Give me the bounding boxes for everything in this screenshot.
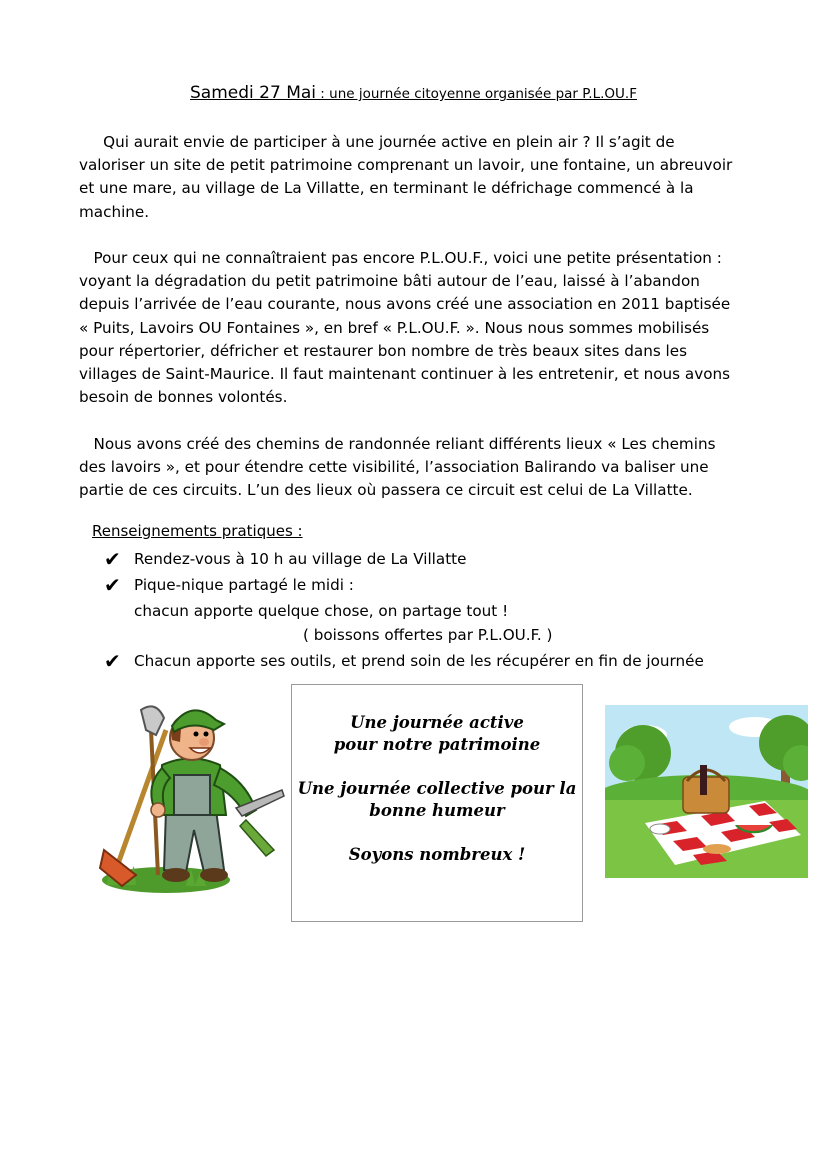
title-date: Samedi 27 Mai	[190, 83, 317, 103]
paragraph-line: « Puits, Lavoirs OU Fontaines », en bref « P.L.OU.F. ». Nous nous sommes mobilisés	[79, 318, 710, 337]
paragraph-line: et une mare, au village de La Villatte, en terminant le défrichage commencé à la	[79, 179, 694, 198]
paragraph-line: partie de ces circuits. L’un des lieux où passera ce circuit est celui de La Villatte.	[79, 481, 693, 500]
checkmark-icon: ✔	[104, 649, 121, 673]
paragraph-line: valoriser un site de petit patrimoine comprenant un lavoir, une fontaine, un abreuvoir	[79, 156, 733, 175]
paragraph-line: depuis l’arrivée de l’eau courante, nous avons créé une association en 2011 baptisée	[79, 295, 731, 314]
paragraph-line: villages de Saint-Maurice. Il faut maintenant continuer à les entretenir, et nous avons	[79, 365, 731, 384]
list-item-text: Pique-nique partagé le midi :	[134, 576, 354, 594]
picnic-illustration	[605, 705, 808, 878]
paragraph-line: pour répertorier, défricher et restaurer bon nombre de très beaux sites dans les	[79, 341, 688, 360]
checkmark-icon: ✔	[104, 573, 121, 597]
list-item-text: chacun apporte quelque chose, on partage tout !	[134, 602, 509, 620]
message-box	[291, 684, 583, 922]
paragraph-line: besoin de bonnes volontés.	[79, 388, 288, 407]
list-item-text: ( boissons offertes par P.L.OU.F. )	[303, 626, 553, 644]
paragraph-intro	[79, 131, 749, 224]
message-line: Une journée active	[350, 713, 524, 732]
paragraph-line: Qui aurait envie de participer à une journée active en plein air ? Il s’agit de	[79, 133, 675, 151]
paragraph-line: Nous avons créé des chemins de randonnée reliant différents lieux « Les chemins	[79, 435, 716, 453]
page-title	[0, 83, 827, 103]
paragraph-line: voyant la dégradation du petit patrimoine bâti autour de l’eau, laissé à l’abandon	[79, 272, 700, 291]
info-heading: Renseignements pratiques :	[92, 522, 303, 540]
paragraph-line: machine.	[79, 202, 150, 221]
paragraph-line: des lavoirs », et pour étendre cette visibilité, l’association Balirando va baliser une	[79, 458, 709, 477]
message-line: Soyons nombreux !	[348, 845, 526, 864]
paragraph-line: Pour ceux qui ne connaîtraient pas encore P.L.OU.F., voici une petite présentation :	[79, 249, 722, 267]
list-item-text: Rendez-vous à 10 h au village de La Villatte	[134, 550, 467, 568]
message-line: bonne humeur	[369, 801, 505, 820]
title-subtitle: : une journée citoyenne organisée par P.L.OU.F	[316, 86, 637, 102]
gardener-illustration	[96, 690, 288, 895]
message-line: Une journée collective pour la	[297, 779, 577, 798]
paragraph-presentation	[79, 247, 749, 409]
list-item-text: Chacun apporte ses outils, et prend soin de les récupérer en fin de journée	[134, 652, 704, 670]
checkmark-icon: ✔	[104, 547, 121, 571]
message-line: pour notre patrimoine	[333, 735, 541, 754]
paragraph-chemins	[79, 433, 749, 503]
